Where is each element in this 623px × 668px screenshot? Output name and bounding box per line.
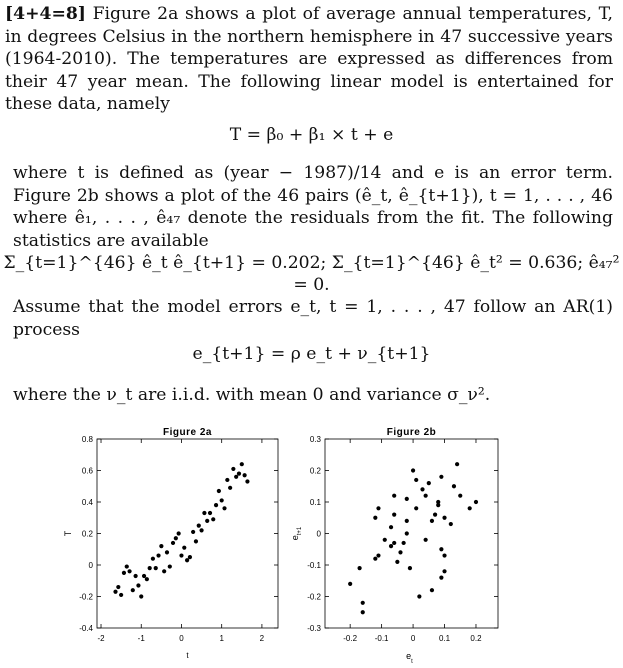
fig2a-point — [139, 594, 143, 598]
figure-2a — [0, 424, 290, 668]
fig2b-point — [417, 594, 421, 598]
fig2a-xlabel: t — [186, 651, 189, 660]
fig2b-point — [408, 566, 412, 570]
fig2b-point — [439, 475, 443, 479]
fig2b-y-tick-label: -0.1 — [307, 561, 321, 570]
fig2a-point — [231, 467, 235, 471]
fig2a-point — [154, 566, 158, 570]
fig2a-point — [131, 588, 135, 592]
fig2a-title: Figure 2a — [163, 427, 212, 438]
fig2a-point — [205, 519, 209, 523]
fig2b-x-tick-label: -0.1 — [374, 634, 389, 643]
fig2a-point — [174, 536, 178, 540]
fig2b-x-tick-label: 0.2 — [470, 634, 482, 643]
problem-intro — [5, 3, 613, 116]
fig2a-point — [168, 564, 172, 568]
fig2b-point — [405, 497, 409, 501]
fig2b-point — [395, 560, 399, 564]
fig2b-point — [398, 550, 402, 554]
figure-2a-plot — [0, 424, 290, 664]
fig2a-point — [245, 479, 249, 483]
fig2b-point — [449, 522, 453, 526]
fig2a-point — [234, 475, 238, 479]
fig2b-point — [358, 566, 362, 570]
fig2b-point — [361, 610, 365, 614]
fig2a-point — [211, 517, 215, 521]
fig2a-point — [142, 574, 146, 578]
fig2a-y-tick-label: 0.4 — [81, 498, 93, 507]
fig2a-x-tick-label: 0 — [179, 634, 184, 643]
fig2b-point — [458, 494, 462, 498]
fig2b-ylabel: $e_{t+1}$ — [290, 526, 303, 541]
fig2b-point — [414, 506, 418, 510]
fig2a-point — [243, 473, 247, 477]
fig2b-point — [436, 500, 440, 504]
fig2b-y-tick-label: -0.2 — [307, 592, 321, 602]
fig2a-point — [134, 574, 138, 578]
fig2a-point — [217, 489, 221, 493]
fig2a-point — [177, 531, 181, 535]
fig2b-point — [442, 569, 446, 573]
fig2b-axes-frame — [325, 439, 498, 628]
fig2a-point — [240, 462, 244, 466]
fig2a-point — [199, 528, 203, 532]
fig2a-point — [197, 524, 201, 528]
fig2a-x-tick-label: -2 — [97, 634, 105, 643]
figure-2b — [285, 424, 523, 668]
fig2a-y-tick-label: -0.2 — [79, 592, 93, 602]
fig2a-point — [222, 506, 226, 510]
marks-label: [4+4=8] — [5, 4, 86, 24]
fig2b-point — [442, 553, 446, 557]
fig2a-point — [165, 550, 169, 554]
fig2b-point — [348, 582, 352, 586]
fig2a-point — [237, 472, 241, 476]
fig2b-point — [392, 541, 396, 545]
fig2a-point — [162, 569, 166, 573]
fig2a-point — [145, 577, 149, 581]
fig2a-x-tick-label: 1 — [219, 634, 224, 643]
fig2a-point — [127, 569, 131, 573]
fig2a-y-tick-label: 0.2 — [81, 529, 93, 539]
figure-2b-plot — [285, 424, 523, 664]
fig2b-xlabel: $e_t$ — [406, 651, 413, 664]
fig2a-y-tick-label: -0.4 — [79, 624, 93, 633]
fig2a-point — [148, 566, 152, 570]
fig2b-point — [392, 513, 396, 517]
fig2b-point — [405, 531, 409, 535]
fig2b-point — [433, 513, 437, 517]
fig2b-point — [389, 544, 393, 548]
fig2a-y-tick-label: 0.8 — [81, 435, 93, 444]
fig2a-point — [159, 544, 163, 548]
fig2b-point — [376, 506, 380, 510]
fig2a-point — [119, 593, 123, 597]
fig2b-point — [455, 462, 459, 466]
fig2a-point — [136, 583, 140, 587]
fig2b-point — [439, 576, 443, 580]
fig2b-y-tick-label: 0.3 — [309, 435, 321, 444]
fig2b-point — [474, 500, 478, 504]
fig2a-point — [202, 511, 206, 515]
fig2a-point — [113, 590, 117, 594]
fig2b-point — [373, 557, 377, 561]
model-equation: T = β₀ + β₁ × t + e — [229, 125, 394, 145]
fig2b-point — [452, 484, 456, 488]
fig2b-point — [389, 525, 393, 529]
fig2b-point — [439, 547, 443, 551]
fig2b-point — [424, 538, 428, 542]
fig2a-axes-frame — [97, 439, 278, 628]
fig2b-point — [361, 601, 365, 605]
fig2a-point — [220, 498, 224, 502]
fig2a-point — [122, 571, 126, 575]
fig2a-point — [156, 553, 160, 557]
fig2a-point — [194, 539, 198, 543]
fig2a-y-tick-label: 0.6 — [81, 466, 93, 476]
fig2b-x-tick-label: -0.2 — [343, 634, 358, 643]
fig2b-y-tick-label: 0.2 — [309, 466, 321, 476]
fig2b-y-tick-label: -0.3 — [307, 624, 321, 633]
fig2a-point — [151, 557, 155, 561]
fig2b-point — [392, 494, 396, 498]
fig2a-point — [208, 511, 212, 515]
fig2a-ylabel: T — [63, 530, 73, 537]
fig2b-point — [442, 516, 446, 520]
fig2a-point — [228, 486, 232, 490]
fig2b-point — [376, 553, 380, 557]
fig2a-point — [179, 553, 183, 557]
fig2b-y-tick-label: 0.1 — [309, 498, 321, 507]
fig2b-point — [430, 588, 434, 592]
fig2a-point — [191, 530, 195, 534]
fig2b-x-tick-label: 0 — [410, 634, 416, 643]
fig2a-point — [182, 546, 186, 550]
fig2b-point — [411, 468, 415, 472]
ar-equation: e_{t+1} = ρ e_t + ν_{t+1} — [192, 344, 431, 364]
assumption-text: Assume that the model errors e_t, t = 1, . . . , 47 follow an AR(1) process — [13, 297, 613, 340]
fig2a-x-tick-label: -1 — [137, 634, 145, 643]
fig2a-x-tick-label: 2 — [259, 634, 265, 643]
fig2a-point — [116, 585, 120, 589]
fig2b-point — [430, 519, 434, 523]
fig2b-point — [402, 541, 406, 545]
fig2b-point — [414, 478, 418, 482]
fig2a-point — [214, 503, 218, 507]
fig2b-point — [383, 538, 387, 542]
intro-text: Figure 2a shows a plot of average annual temperatures, T, in degrees Celsius in the northern hemisphere in 47 successive years (1964-2010). The temperatures are expressed as differences from their 47 year mean. The following linear model is entertained for these data, namely — [5, 4, 613, 114]
statistics-equation: Σ_{t=1}^{46} ê_t ê_{t+1} = 0.202; Σ_{t=1}^{46} ê_t² = 0.636; ê₄₇² = 0. — [3, 253, 620, 295]
fig2b-point — [420, 487, 424, 491]
fig2b-point — [427, 481, 431, 485]
fig2a-point — [225, 478, 229, 482]
fig2a-point — [185, 558, 189, 562]
fig2b-point — [405, 519, 409, 523]
fig2a-point — [125, 564, 129, 568]
fig2b-point — [424, 494, 428, 498]
closing-text: where the ν_t are i.i.d. with mean 0 and variance σ_ν². — [13, 385, 491, 405]
fig2b-point — [468, 506, 472, 510]
fig2b-x-tick-label: 0.1 — [438, 634, 451, 643]
fig2b-title: Figure 2b — [386, 427, 437, 438]
definition-text: where t is defined as (year − 1987)/14 and e is an error term. Figure 2b shows a plot of the 46 pairs (ê_t, ê_{t+1}), t = 1, . . . , 46 where ê₁, . . . , ê₄₇ denote the residuals from the fit. The following statistics are available — [13, 163, 613, 251]
fig2a-y-tick-label: 0 — [88, 561, 93, 570]
fig2a-point — [188, 555, 192, 559]
fig2b-y-tick-label: 0 — [316, 529, 321, 539]
fig2b-point — [373, 516, 377, 520]
fig2a-point — [171, 541, 175, 545]
